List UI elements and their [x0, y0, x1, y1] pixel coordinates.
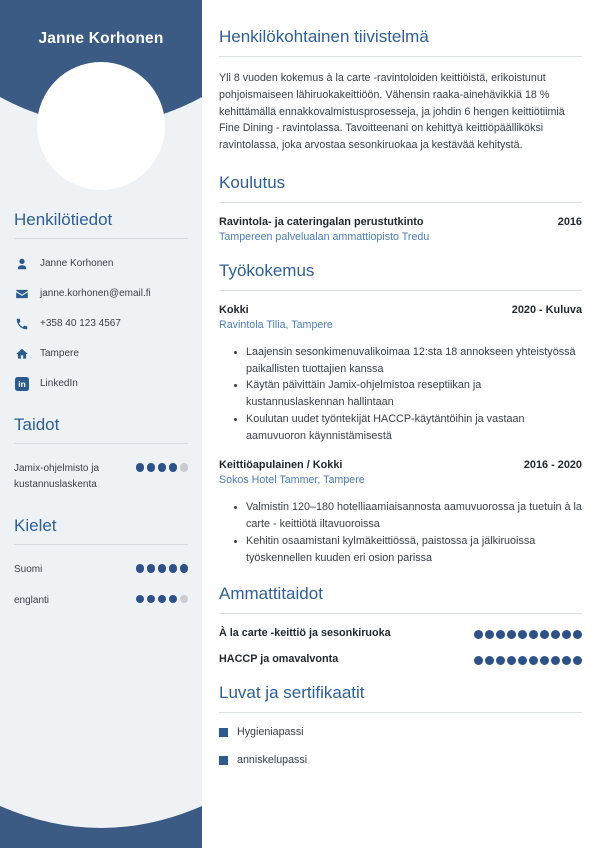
- professional-skills-section: [219, 584, 582, 665]
- contact-phone-text: +358 40 123 4567: [40, 318, 121, 329]
- job-employer: Sokos Hotel Tammer, Tampere: [219, 474, 365, 487]
- job-bullet-list: [219, 499, 582, 566]
- job-date: 2016 - 2020: [523, 459, 582, 472]
- linkedin-icon: in: [14, 376, 30, 391]
- certifications-heading: Luvat ja sertifikaatit: [219, 683, 582, 713]
- square-bullet-icon: [219, 756, 228, 765]
- professional-skill-label: À la carte -keittiö ja sesonkiruoka: [219, 627, 391, 640]
- certification-label: anniskelupassi: [237, 754, 308, 767]
- contact-item-location: [14, 346, 188, 361]
- contact-item-name: [14, 256, 188, 271]
- sidebar-footer-shape: [0, 804, 202, 848]
- job-bullet-list: [219, 344, 582, 444]
- professional-skill-dots: [474, 630, 583, 640]
- summary-text: Yli 8 vuoden kokemus à la carte -ravintoloiden keittiöistä, erikoistunut pohjoismaiseen lähiruokakeittiöön. Vähensin raaka-ainehävikkiä 18 % kehittämällä ennakkovalmistusprosesseja, ja johdin 6 hengen keittiötiimiä Fine Dining - ravintolassa. Tavoitteenani on kehittyä keittiöpäälliköksi ravintolassa, joka arvostaa sesonkiruokaa ja kestävää kehitystä.: [219, 72, 565, 152]
- language-label: englanti: [14, 594, 50, 606]
- language-level-dots: [136, 564, 189, 573]
- experience-heading: Työkokemus: [219, 261, 582, 291]
- certification-label: Hygieniapassi: [237, 726, 304, 739]
- job-bullet: • Kehitin osaamistani kylmäkeittiössä, paistossa ja jälkiruoissa työskennellen kuuden eri osion parissa: [246, 533, 582, 566]
- summary-section: [219, 27, 582, 154]
- contact-item-linkedin: [14, 376, 188, 391]
- education-section: [219, 173, 582, 243]
- sidebar: [0, 0, 202, 848]
- job-title: Kokki: [219, 303, 249, 316]
- job-employer: Ravintola Tilia, Tampere: [219, 318, 333, 331]
- certification-item: [219, 754, 582, 766]
- professional-skill-label: HACCP ja omavalvonta: [219, 653, 339, 666]
- professional-skills-heading: Ammattitaidot: [219, 584, 582, 614]
- contact-location-text: Tampere: [40, 348, 79, 359]
- languages-section-heading: Kielet: [14, 516, 188, 545]
- person-icon: [14, 256, 30, 271]
- experience-section: [219, 261, 582, 566]
- photo-placeholder: [37, 62, 165, 190]
- envelope-icon: [14, 286, 30, 301]
- language-label: Suomi: [14, 564, 43, 575]
- sidebar-header: [0, 0, 202, 192]
- education-institution: Tampereen palvelualan ammattiopisto Tredu: [219, 230, 430, 243]
- professional-skill-row: [219, 653, 582, 665]
- job-date: 2020 - Kuluva: [511, 303, 582, 316]
- language-row: [14, 593, 188, 609]
- candidate-name: Janne Korhonen: [38, 30, 164, 47]
- experience-entry: [219, 304, 582, 444]
- job-bullet: • Laajensin sesonkimenuvalikoimaa 12:sta 18 annokseen yhteistyössä paikallisten tuottajien kanssa: [246, 344, 582, 377]
- skill-row: [14, 461, 188, 492]
- certification-item: [219, 726, 582, 738]
- skill-level-dots: [136, 463, 189, 472]
- professional-skill-row: [219, 627, 582, 639]
- sidebar-content: [0, 210, 202, 608]
- home-icon: [14, 346, 30, 361]
- job-title: Keittiöapulainen / Kokki: [219, 459, 343, 472]
- certifications-section: [219, 683, 582, 766]
- job-bullet: • Koulutan uudet työntekijät HACCP-käytäntöihin ja vastaan aamuvuoron käynnistämisestä: [246, 411, 582, 444]
- main-column: [202, 0, 600, 766]
- education-title: Ravintola- ja cateringalan perustutkinto: [219, 215, 424, 228]
- square-bullet-icon: [219, 728, 228, 737]
- summary-heading: Henkilökohtainen tiivistelmä: [219, 27, 582, 57]
- header-shape: [0, 0, 202, 192]
- contact-name-text: Janne Korhonen: [40, 258, 114, 269]
- education-heading: Koulutus: [219, 173, 582, 203]
- job-bullet: • Valmistin 120–180 hotelliaamiaisannosta aamuvuorossa ja tuetuin à la carte - keittiötä iltavuoroissa: [246, 499, 582, 532]
- contact-section-heading: Henkilötiedot: [14, 210, 188, 239]
- phone-icon: [14, 316, 30, 331]
- skill-label: Jamix-ohjelmisto ja kustannuslaskenta: [14, 463, 100, 490]
- education-entry: [219, 216, 582, 243]
- experience-entry: [219, 459, 582, 566]
- contact-item-email: [14, 286, 188, 301]
- skills-section-heading: Taidot: [14, 415, 188, 444]
- contact-item-phone: [14, 316, 188, 331]
- contact-email-text: janne.korhonen@email.fi: [40, 288, 151, 299]
- contact-linkedin-text: LinkedIn: [40, 378, 78, 389]
- language-level-dots: [136, 595, 189, 604]
- language-row: [14, 562, 188, 578]
- professional-skill-dots: [474, 656, 583, 666]
- education-date: 2016: [557, 215, 582, 228]
- job-bullet: • Käytän päivittäin Jamix-ohjelmistoa reseptiikan ja kustannuslaskennan hallintaan: [246, 377, 582, 410]
